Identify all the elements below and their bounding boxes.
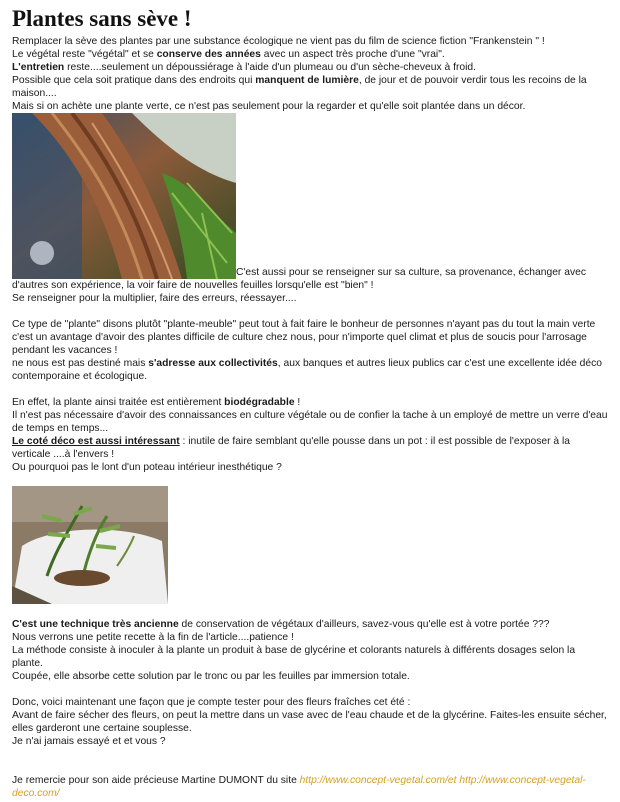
- bio-line-3: [12, 435, 608, 461]
- bold-text: s'adresse aux collectivités: [148, 358, 278, 369]
- preserved-plant-photo: [12, 486, 168, 604]
- culture-paragraph: [12, 113, 608, 292]
- bold-text: conserve des années: [156, 49, 261, 60]
- text-fragment: , aux banques et autres lieux publics car c'est une excellente idée déco contemporaine et écologique.: [12, 358, 602, 382]
- recette-line-1: Donc, voici maintenant une façon que je compte tester pour des fleurs fraîches cet été :: [12, 697, 411, 708]
- intro-line-2: [12, 48, 608, 61]
- text-fragment: reste....seulement un dépoussiérage à l'aide d'un plumeau ou d'un sèche-cheveux à froid.: [64, 62, 476, 73]
- text-fragment: Le végétal reste "végétal" et se: [12, 49, 157, 60]
- concept-vegetal-link[interactable]: http://www.concept-vegetal.com/: [299, 775, 448, 786]
- link-separator: et: [447, 775, 457, 786]
- text-fragment: Possible que cela soit pratique dans des endroits qui: [12, 75, 256, 86]
- bold-text: biodégradable: [224, 397, 295, 408]
- text-fragment: de conservation de végétaux d'ailleurs, savez-vous qu'elle est à votre portée ???: [178, 619, 550, 630]
- text-fragment: avec un aspect très proche d'une "vrai".: [260, 49, 445, 60]
- fern-trunk-photo: [12, 113, 236, 279]
- technique-line-1: [12, 618, 608, 631]
- text-fragment: ne nous est pas destiné mais: [12, 358, 149, 369]
- meuble-line-1: Ce type de "plante" disons plutôt "plante-meuble" peut tout à fait faire le bonheur de personnes n'ayant pas du tout la main verte c'est un avantage d'avoir des plantes difficile de culture chez nous, pour n'importe quel climat et plus de soucis pour l'arrosage pendant les vacances !: [12, 319, 596, 356]
- intro-line-5: Mais si on achète une plante verte, ce n'est pas seulement pour la regarder et qu'elle soit plantée dans un décor.: [12, 101, 526, 112]
- intro-line-3: [12, 61, 608, 74]
- text-fragment: En effet, la plante ainsi traitée est entièrement: [12, 397, 225, 408]
- page-title: Plantes sans sève !: [12, 6, 192, 31]
- bio-line-1: [12, 396, 608, 409]
- bold-text: L'entretien: [12, 62, 65, 73]
- intro-line-4: [12, 74, 608, 100]
- technique-line-3: La méthode consiste à inoculer à la plante un produit à base de glycérine et colorants naturels à différents dosages selon la plante.: [12, 645, 576, 669]
- credits-paragraph: [12, 774, 608, 800]
- culture-line-2: Se renseigner pour la multiplier, faire des erreurs, réessayer....: [12, 293, 297, 304]
- text-fragment: !: [294, 397, 301, 408]
- text-fragment: C'est aussi pour se renseigner sur sa culture, sa provenance, échanger avec d'autres son expérience, la voir faire de nouvelles feuilles lorsqu'elle est "bien" !: [12, 267, 586, 291]
- article: [12, 6, 608, 800]
- meuble-line-2: [12, 357, 608, 383]
- concept-vegetal-deco-link[interactable]: http://www.concept-vegetal-deco.com/: [12, 775, 586, 799]
- technique-line-4: Coupée, elle absorbe cette solution par le tronc ou par les feuilles par immersion totale.: [12, 671, 410, 682]
- text-fragment: , de jour et de pouvoir verdir tous les recoins de la maison....: [12, 75, 587, 99]
- bio-line-2: Il n'est pas nécessaire d'avoir des connaissances en culture végétale ou de confier la tache à un employé de mettre un verre d'eau de temps en temps...: [12, 410, 608, 434]
- recette-line-3: Je n'ai jamais essayé et et vous ?: [12, 736, 166, 747]
- bold-text: C'est une technique très ancienne: [12, 619, 179, 630]
- recette-line-2: Avant de faire sécher des fleurs, on peut la mettre dans un vase avec de l'eau chaude et de la glycérine. Faites-les ensuite sécher, elles garderont une certaine souplesse.: [12, 710, 607, 734]
- underlined-text: Le coté déco est aussi intéressant: [12, 436, 180, 447]
- bio-line-4: Ou pourquoi pas le lont d'un poteau intérieur inesthétique ?: [12, 462, 282, 473]
- intro-line-1: Remplacer la sève des plantes par une substance écologique ne vient pas du film de science fiction "Frankenstein " !: [12, 36, 545, 47]
- bold-text: manquent de lumière: [255, 75, 359, 86]
- technique-line-2: Nous verrons une petite recette à la fin de l'article....patience !: [12, 632, 294, 643]
- text-fragment: Je remercie pour son aide précieuse Martine DUMONT du site: [12, 775, 300, 786]
- text-fragment: : inutile de faire semblant qu'elle pousse dans un pot : il est possible de l'exposer à la verticale ....à l'envers !: [12, 436, 570, 460]
